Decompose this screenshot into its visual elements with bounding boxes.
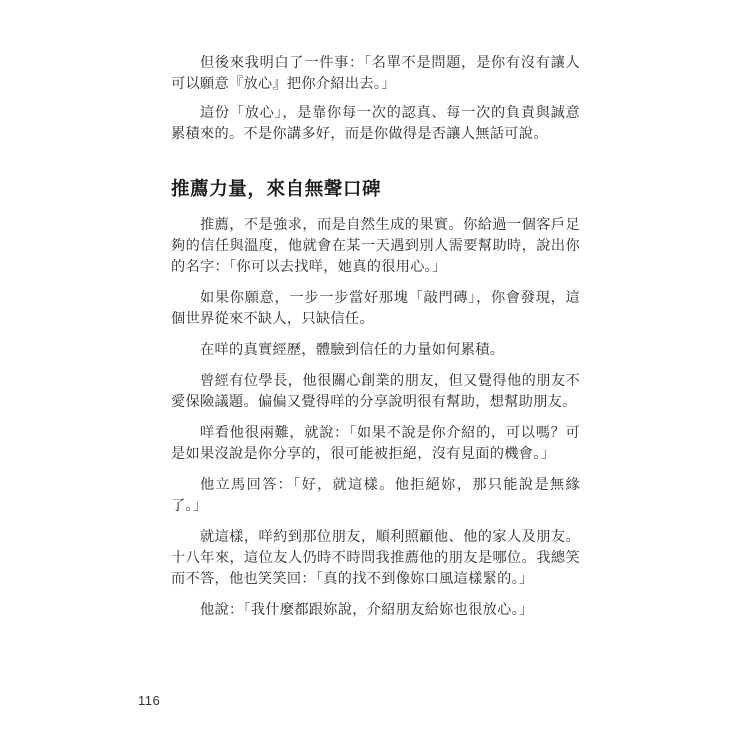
paragraph: 但後來我明白了一件事：「名單不是問題，是你有沒有讓人可以願意『放心』把你介紹出去。」	[171, 55, 580, 92]
paragraph: 在咩的真實經歷，體驗到信任的力量如何累積。	[200, 342, 505, 358]
paragraph: 曾經有位學長，他很關心創業的朋友，但又覺得他的朋友不愛保險議題。偏偏又覺得咩的分享說明很有幫助，想幫助朋友。	[171, 373, 580, 410]
paragraph: 就這樣，咩約到那位朋友，順利照顧他、他的家人及朋友。十八年來，這位友人仍時不時問我推薦他的朋友是哪位。我總笑而不答，他也笑笑回：「真的找不到像妳口風這樣緊的。」	[171, 529, 580, 587]
section-heading: 推薦力量，來自無聲口碑	[171, 179, 382, 200]
page-number: 116	[138, 693, 161, 708]
paragraph: 如果你願意，一步一步當好那塊「敲門磚」，你會發現，這個世界從來不缺人，只缺信任。	[171, 290, 580, 327]
paragraph: 他說：「我什麼都跟妳說，介紹朋友給妳也很放心。」	[200, 602, 534, 618]
paragraph: 推薦，不是強求，而是自然生成的果實。你給過一個客戶足夠的信任與溫度，他就會在某一天遇到別人需要幫助時，說出你的名字：「你可以去找咩，她真的很用心。」	[171, 217, 580, 275]
paragraph: 這份「放心」，是靠你每一次的認真、每一次的負責與誠意累積來的。不是你講多好，而是你做得是否讓人無話可說。	[171, 105, 580, 142]
paragraph: 他立馬回答：「好，就這樣。他拒絕妳，那只能說是無緣了。」	[171, 477, 580, 514]
paragraph: 咩看他很兩難，就說：「如果不說是你介紹的，可以嗎？可是如果沒說是你分享的，很可能被拒絕，沒有見面的機會。」	[171, 425, 580, 462]
page-content	[171, 53, 580, 621]
